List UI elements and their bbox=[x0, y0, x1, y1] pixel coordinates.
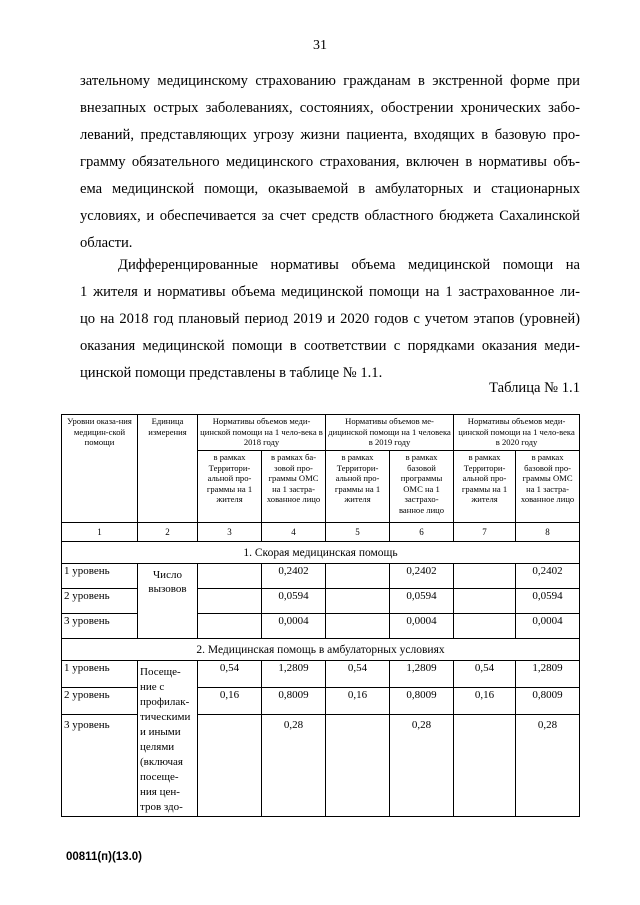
value-cell bbox=[454, 614, 516, 639]
unit-cell-calls: Число вызовов bbox=[138, 564, 198, 639]
header-unit: Единица измерения bbox=[138, 415, 198, 523]
value-cell: 0,0594 bbox=[262, 589, 326, 614]
subheader-basic-2018: в рамках ба-зовой про-граммы ОМС на 1 застра-хованное лицо bbox=[262, 451, 326, 523]
unit-cell-visits: Посеще-ние с профилак-тическими и иными целями (включая посеще-ния цен-тров здо- bbox=[138, 661, 198, 817]
value-cell: 1,2809 bbox=[390, 661, 454, 688]
value-cell: 1,2809 bbox=[516, 661, 580, 688]
column-number: 4 bbox=[262, 523, 326, 542]
value-cell bbox=[198, 614, 262, 639]
footer-code: 00811(п)(13.0) bbox=[66, 851, 142, 863]
column-number: 2 bbox=[138, 523, 198, 542]
value-cell: 0,0004 bbox=[516, 614, 580, 639]
value-cell bbox=[454, 589, 516, 614]
column-number: 5 bbox=[326, 523, 390, 542]
value-cell bbox=[198, 564, 262, 589]
value-cell: 0,0594 bbox=[390, 589, 454, 614]
table-row bbox=[62, 564, 580, 589]
value-cell bbox=[326, 714, 390, 816]
section-title-outpatient: 2. Медицинская помощь в амбулаторных условиях bbox=[62, 639, 580, 661]
level-cell: 1 уровень bbox=[62, 564, 138, 589]
header-2019: Нормативы объемов ме-дицинской помощи на 1 человека в 2019 году bbox=[326, 415, 454, 451]
paragraph-line: оказания медицинской помощи в соответствии с порядками оказания меди- bbox=[80, 338, 580, 354]
value-cell: 0,54 bbox=[454, 661, 516, 688]
value-cell bbox=[198, 589, 262, 614]
value-cell bbox=[326, 564, 390, 589]
header-levels: Уровни оказа-ния медицин-ской помощи bbox=[62, 415, 138, 523]
paragraph-line: условиях, и обеспечивается за счет средств областного бюджета Сахалинской bbox=[80, 208, 580, 224]
level-cell: 3 уровень bbox=[62, 614, 138, 639]
value-cell: 0,0004 bbox=[262, 614, 326, 639]
subheader-territorial-2019: в рамках Территори-альной про-граммы на 1 жителя bbox=[326, 451, 390, 523]
subheader-territorial-2018: в рамках Территори-альной про-граммы на 1 жителя bbox=[198, 451, 262, 523]
value-cell: 0,54 bbox=[198, 661, 262, 688]
value-cell: 0,16 bbox=[198, 687, 262, 714]
header-2020: Нормативы объемов меди-цинской помощи на 1 чело-века в 2020 году bbox=[454, 415, 580, 451]
value-cell: 1,2809 bbox=[262, 661, 326, 688]
value-cell bbox=[326, 614, 390, 639]
table-caption: Таблица № 1.1 bbox=[489, 380, 580, 396]
value-cell: 0,8009 bbox=[390, 687, 454, 714]
value-cell: 0,28 bbox=[516, 714, 580, 816]
paragraph-line: зательному медицинскому страхованию гражданам в экстренной форме при bbox=[80, 73, 580, 89]
column-number: 1 bbox=[62, 523, 138, 542]
value-cell bbox=[326, 589, 390, 614]
norms-table bbox=[61, 414, 580, 817]
paragraph-2 bbox=[80, 252, 580, 387]
column-number: 7 bbox=[454, 523, 516, 542]
value-cell: 0,8009 bbox=[262, 687, 326, 714]
paragraph-line: области. bbox=[80, 235, 133, 251]
subheader-territorial-2020: в рамках Территори-альной про-граммы на 1 жителя bbox=[454, 451, 516, 523]
page-number: 31 bbox=[313, 38, 327, 53]
value-cell: 0,2402 bbox=[516, 564, 580, 589]
value-cell: 0,28 bbox=[390, 714, 454, 816]
value-cell: 0,8009 bbox=[516, 687, 580, 714]
paragraph-1 bbox=[80, 68, 580, 257]
paragraph-line: грамму обязательного медицинского страхования, включен в нормативы объ- bbox=[80, 154, 580, 170]
value-cell bbox=[454, 564, 516, 589]
value-cell: 0,54 bbox=[326, 661, 390, 688]
level-cell: 1 уровень bbox=[62, 661, 138, 688]
column-number: 3 bbox=[198, 523, 262, 542]
value-cell: 0,16 bbox=[326, 687, 390, 714]
paragraph-line: ема медицинской помощи, оказываемой в амбулаторных и стационарных bbox=[80, 181, 580, 197]
level-cell: 2 уровень bbox=[62, 687, 138, 714]
paragraph-line: Дифференцированные нормативы объема медицинской помощи на bbox=[118, 257, 580, 273]
subheader-basic-2020: в рамках базовой про-граммы ОМС на 1 застра-хованное лицо bbox=[516, 451, 580, 523]
level-cell: 3 уровень bbox=[62, 714, 138, 816]
section-title-emergency: 1. Скорая медицинская помощь bbox=[62, 542, 580, 564]
paragraph-line: цо на 2018 год плановый период 2019 и 2020 годов с учетом этапов (уровней) bbox=[80, 311, 580, 327]
value-cell bbox=[198, 714, 262, 816]
level-cell: 2 уровень bbox=[62, 589, 138, 614]
table-row bbox=[62, 661, 580, 688]
paragraph-line: цинской помощи представлены в таблице № 1.1. bbox=[80, 365, 383, 381]
header-2018: Нормативы объемов меди-цинской помощи на 1 чело-века в 2018 году bbox=[198, 415, 326, 451]
value-cell bbox=[454, 714, 516, 816]
paragraph-line: внезапных острых заболеваниях, состояниях, обострении хронических забо- bbox=[80, 100, 580, 116]
value-cell: 0,0594 bbox=[516, 589, 580, 614]
column-number: 6 bbox=[390, 523, 454, 542]
value-cell: 0,2402 bbox=[390, 564, 454, 589]
value-cell: 0,0004 bbox=[390, 614, 454, 639]
column-number: 8 bbox=[516, 523, 580, 542]
value-cell: 0,2402 bbox=[262, 564, 326, 589]
value-cell: 0,16 bbox=[454, 687, 516, 714]
paragraph-line: леваний, представляющих угрозу жизни пациента, входящих в базовую про- bbox=[80, 127, 580, 143]
value-cell: 0,28 bbox=[262, 714, 326, 816]
subheader-basic-2019: в рамках базовой программы ОМС на 1 застрахо-ванное лицо bbox=[390, 451, 454, 523]
paragraph-line: 1 жителя и нормативы объема медицинской помощи на 1 застрахованное ли- bbox=[80, 284, 580, 300]
